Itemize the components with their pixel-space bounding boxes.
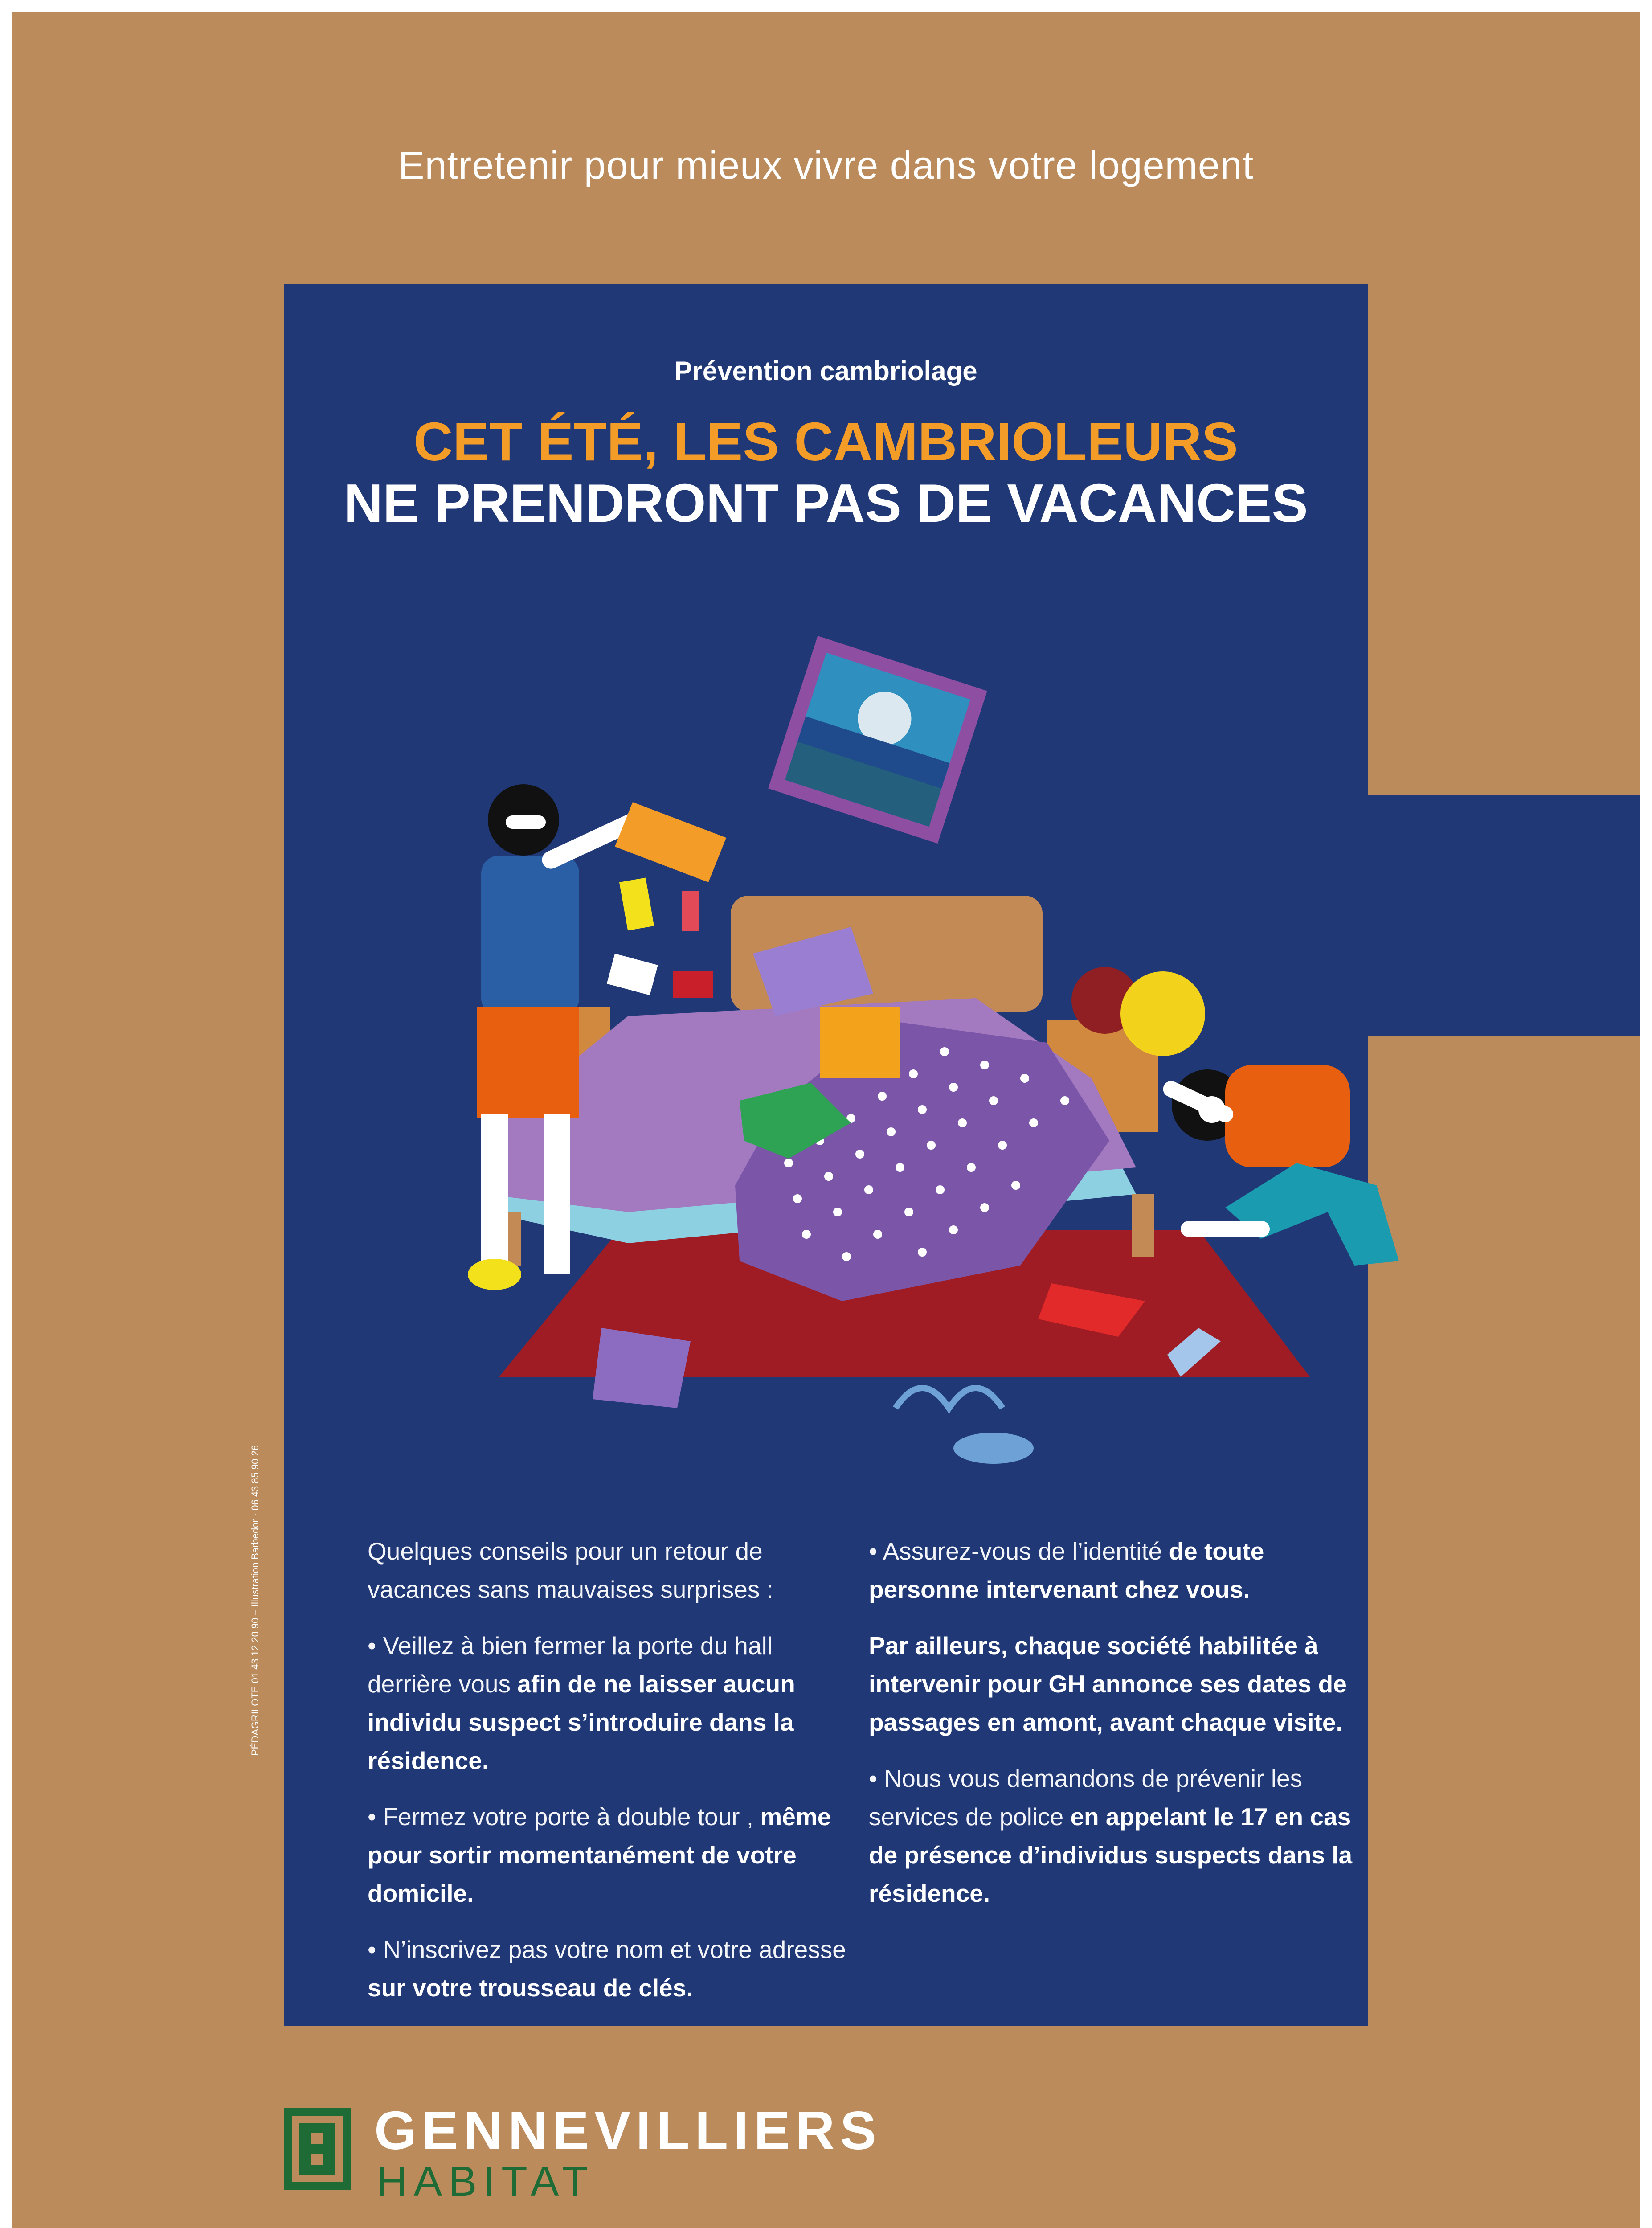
falling-object (607, 954, 658, 995)
falling-object (673, 971, 713, 998)
advice-intro: Quelques conseils pour un retour de vacances sans mauvaises surprises : (368, 1537, 773, 1603)
wall-painting (768, 636, 987, 844)
advice-item-keyring (368, 1930, 858, 2007)
advice-item-bold: afin de ne laisser aucun individu suspect s’introduire dans la résidence. (368, 1670, 795, 1774)
advice-item-bold: de toute personne intervenant chez vous. (869, 1537, 1264, 1603)
print-credits (249, 1417, 267, 1773)
falling-object (682, 891, 699, 931)
burglar-right (1161, 1065, 1399, 1266)
headline-line-1: CET ÉTÉ, LES CAMBRIOLEURS (413, 411, 1238, 472)
advice-item-identity (869, 1532, 1359, 1609)
advice-item-light: • Assurez-vous de l’identité (869, 1537, 1162, 1565)
gh-logo-icon (284, 2108, 351, 2190)
advice-item-light: • Veillez à bien fermer la porte du hall derrière vous (368, 1632, 773, 1698)
falling-object (619, 878, 654, 931)
advice-item-bold: sur votre trousseau de clés. (368, 1974, 693, 2002)
advice-item-bold: même pour sortir momentanément de votre domicile. (368, 1803, 831, 1907)
advice-item-light: • Fermez votre porte à double tour , (368, 1803, 754, 1831)
brand-name: GENNEVILLIERS (374, 2100, 882, 2161)
lifted-drawer (615, 802, 726, 882)
bed-leg-right (1132, 1194, 1154, 1257)
advice-item-light: • Nous vous demandons de prévenir les services de police (869, 1765, 1303, 1831)
advice-column-left (368, 1532, 858, 2025)
tagline: Entretenir pour mieux vivre dans votre logement (398, 143, 1254, 187)
subtitle: Prévention cambriolage (674, 356, 977, 386)
lamp-right (1120, 971, 1205, 1056)
advice-item-light: • N’inscrivez pas votre nom et votre adresse (368, 1936, 846, 1963)
headline-line-2: NE PRENDRONT PAS DE VACANCES (343, 473, 1308, 533)
advice-item-police (869, 1759, 1359, 1913)
advice-note: Par ailleurs, chaque société habilitée à intervenir pour GH annonce ses dates de passages en amont, avant chaque visite. (869, 1632, 1347, 1736)
clothing-item (820, 1007, 900, 1078)
burglary-illustration (352, 606, 1426, 1475)
print-credits-text: PÉDAGRILOTE 01 43 12 20 90 – Illustration Barbedor · 06 43 85 90 26 (249, 1445, 261, 1756)
advice-column-right (869, 1532, 1359, 1930)
brand-subname: HABITAT (376, 2158, 595, 2205)
advice-item-hall-door (368, 1626, 858, 1780)
floor-bra (896, 1388, 1002, 1408)
advice-item-double-lock (368, 1798, 858, 1913)
floor-pillow (593, 1328, 691, 1408)
floor-underwear (953, 1433, 1034, 1464)
advice-item-bold: en appelant le 17 en cas de présence d’individus suspects dans la résidence. (869, 1803, 1353, 1907)
